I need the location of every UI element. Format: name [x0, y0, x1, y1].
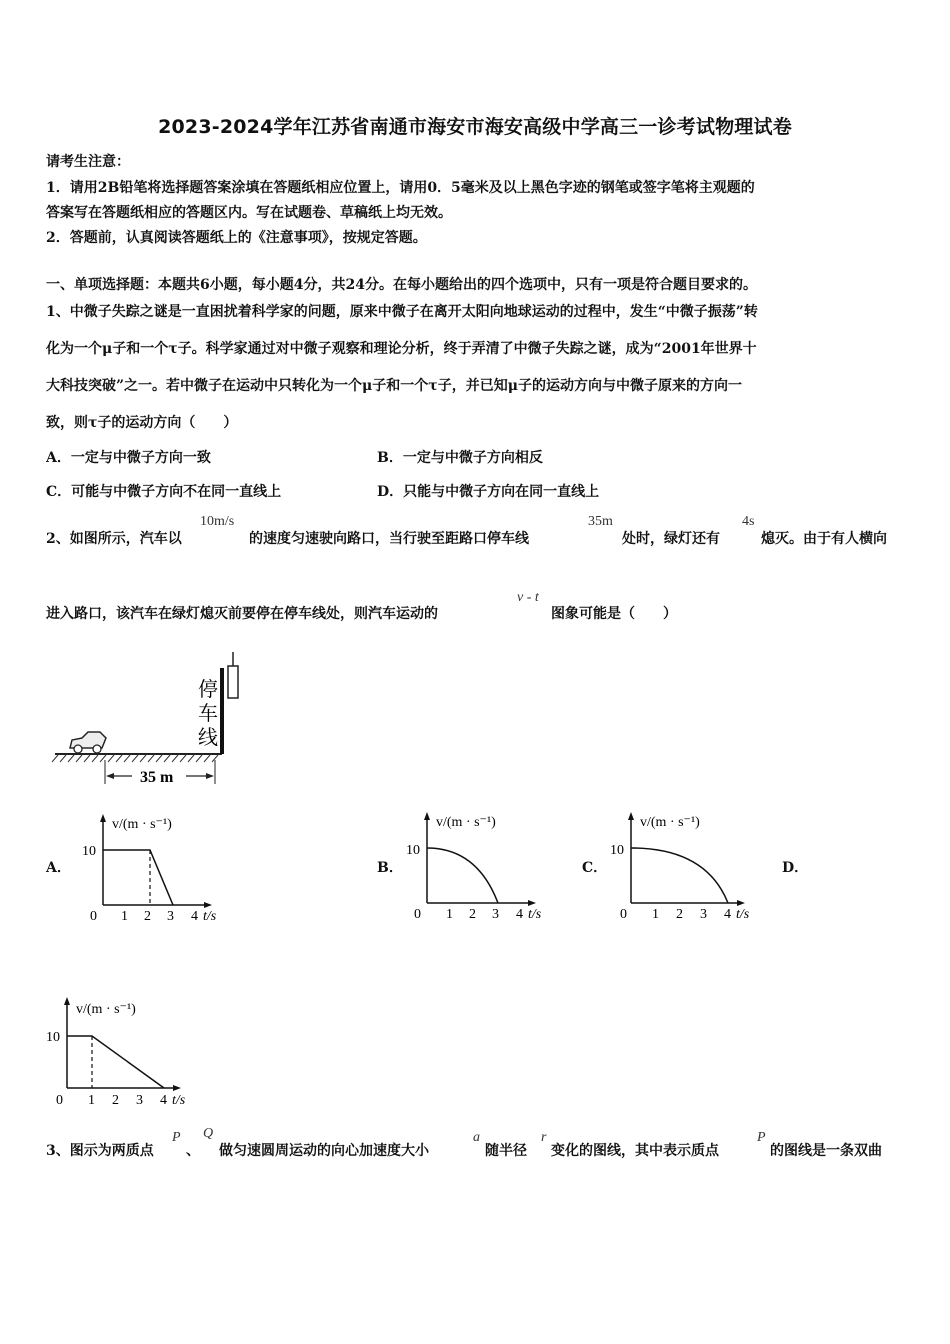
graph-b-tick-1: 1	[446, 907, 453, 922]
graph-d-xlabel: t/s	[172, 1093, 186, 1108]
graph-c-y10: 10	[610, 843, 624, 858]
graph-d-tick-2: 2	[112, 1093, 119, 1108]
q1-option-a: A．一定与中微子方向一致	[46, 450, 211, 466]
graph-d-y10: 10	[46, 1030, 60, 1045]
q2-text-5: 进入路口，该汽车在绿灯熄灭前要停在停车线处，则汽车运动的	[46, 606, 438, 622]
q3-text-4: 随半径	[485, 1143, 527, 1159]
traffic-light-icon	[228, 666, 238, 698]
q1-line-4: 致，则τ子的运动方向（ ）	[46, 415, 238, 431]
graph-b-xlabel: t/s	[528, 907, 542, 922]
graph-b-tick-2: 2	[469, 907, 476, 922]
road-figure	[50, 648, 250, 793]
q1-option-c: C．可能与中微子方向不在同一直线上	[46, 484, 282, 500]
notice-line-1a: 1．请用2B铅笔将选择题答案涂填在答题纸相应位置上，请用0．5毫米及以上黑色字迹的钢笔或签字笔将主观题的	[46, 180, 755, 196]
graph-a-tick-4: 4	[191, 909, 198, 924]
q1-line-2: 化为一个μ子和一个τ子。科学家通过对中微子观察和理论分析，终于弄清了中微子失踪之谜，成为“2001年世界十	[46, 341, 757, 357]
q1-option-d: D．只能与中微子方向在同一直线上	[377, 484, 600, 500]
q2-text-6: 图象可能是（ ）	[551, 606, 677, 622]
section-heading: 一、单项选择题：本题共6小题，每小题4分，共24分。在每小题给出的四个选项中，只有一项是符合题目要求的。	[46, 277, 757, 293]
car-icon	[70, 732, 106, 753]
q3-text-3: 做匀速圆周运动的向心加速度大小	[219, 1143, 429, 1159]
graph-a-tick-2: 2	[144, 909, 151, 924]
graph-a-label: A．	[46, 860, 71, 876]
graph-a-curve	[103, 850, 173, 905]
graph-c-tick-1: 1	[652, 907, 659, 922]
notice-line-1b: 答案写在答题纸相应的答题区内。写在试题卷、草稿纸上均无效。	[46, 205, 452, 221]
graph-d-label: D．	[782, 860, 809, 876]
q2-text-2: 的速度匀速驶向路口，当行驶至距路口停车线	[249, 531, 529, 547]
q3-var-q: Q	[203, 1126, 214, 1141]
q3-var-a: a	[473, 1130, 480, 1145]
graph-b-y10: 10	[406, 843, 420, 858]
graph-d	[42, 995, 207, 1110]
graph-c-ylabel: v/(m · s⁻¹)	[640, 815, 700, 830]
q2-speed: 10m/s	[200, 514, 235, 529]
sign-char-2: 车	[198, 703, 218, 725]
graph-b-curve	[427, 848, 498, 903]
graph-d-tick-0: 0	[56, 1093, 63, 1108]
graph-c-tick-4: 4	[724, 907, 731, 922]
q1-line-1: 1、中微子失踪之谜是一直困扰着科学家的问题，原来中微子在离开太阳向地球运动的过程中，发生“中微子振荡”转	[46, 304, 758, 320]
graph-d-ylabel: v/(m · s⁻¹)	[76, 1002, 136, 1017]
q2-distance: 35m	[588, 514, 613, 529]
q3-var-p: P	[172, 1130, 181, 1145]
graph-b	[402, 810, 562, 925]
graph-c	[606, 810, 771, 925]
q2-time: 4s	[742, 514, 755, 529]
sign-char-1: 停	[198, 679, 218, 701]
graph-a-xlabel: t/s	[203, 909, 217, 924]
graph-a-y10: 10	[82, 844, 96, 859]
graph-d-tick-1: 1	[88, 1093, 95, 1108]
graph-c-curve	[631, 848, 728, 903]
graph-a-ylabel: v/(m · s⁻¹)	[112, 817, 172, 832]
graph-b-tick-0: 0	[414, 907, 421, 922]
graph-d-tick-4: 4	[160, 1093, 167, 1108]
q2-text-4: 熄灭。由于有人横向	[761, 531, 887, 547]
q3-text-5: 变化的图线，其中表示质点	[551, 1143, 719, 1159]
q1-option-b: B．一定与中微子方向相反	[377, 450, 543, 466]
q2-vt: v - t	[517, 590, 539, 605]
road-hatch	[52, 755, 218, 762]
distance-label: 35 m	[140, 769, 174, 786]
graph-b-label: B．	[377, 860, 403, 876]
q3-text-6: 的图线是一条双曲	[770, 1143, 882, 1159]
q3-text-1: 3、图示为两质点	[46, 1143, 154, 1159]
graph-d-tick-3: 3	[136, 1093, 143, 1108]
graph-c-tick-2: 2	[676, 907, 683, 922]
graph-d-curve	[67, 1036, 164, 1088]
q1-line-3: 大科技突破”之一。若中微子在运动中只转化为一个μ子和一个τ子，并已知μ子的运动方向与中微子原来的方向一	[46, 378, 742, 394]
graph-a-tick-0: 0	[90, 909, 97, 924]
graph-c-tick-0: 0	[620, 907, 627, 922]
graph-c-tick-3: 3	[700, 907, 707, 922]
graph-a	[78, 810, 238, 925]
graph-b-ylabel: v/(m · s⁻¹)	[436, 815, 496, 830]
notice-line-2: 2．答题前，认真阅读答题纸上的《注意事项》，按规定答题。	[46, 230, 427, 246]
graph-c-label: C．	[582, 860, 608, 876]
q3-var-r: r	[541, 1130, 547, 1145]
q3-var-p2: P	[757, 1130, 766, 1145]
graph-c-xlabel: t/s	[736, 907, 750, 922]
q3-text-2: 、	[186, 1143, 200, 1159]
graph-b-tick-4: 4	[516, 907, 523, 922]
sign-char-3: 线	[198, 727, 218, 749]
graph-a-tick-1: 1	[121, 909, 128, 924]
graph-b-tick-3: 3	[492, 907, 499, 922]
notice-heading: 请考生注意：	[46, 154, 130, 170]
q2-text-3: 处时，绿灯还有	[622, 531, 720, 547]
graph-a-tick-3: 3	[167, 909, 174, 924]
q2-text-1: 2、如图所示，汽车以	[46, 531, 182, 547]
page-title: 2023-2024学年江苏省南通市海安市海安高级中学高三一诊考试物理试卷	[158, 116, 792, 138]
